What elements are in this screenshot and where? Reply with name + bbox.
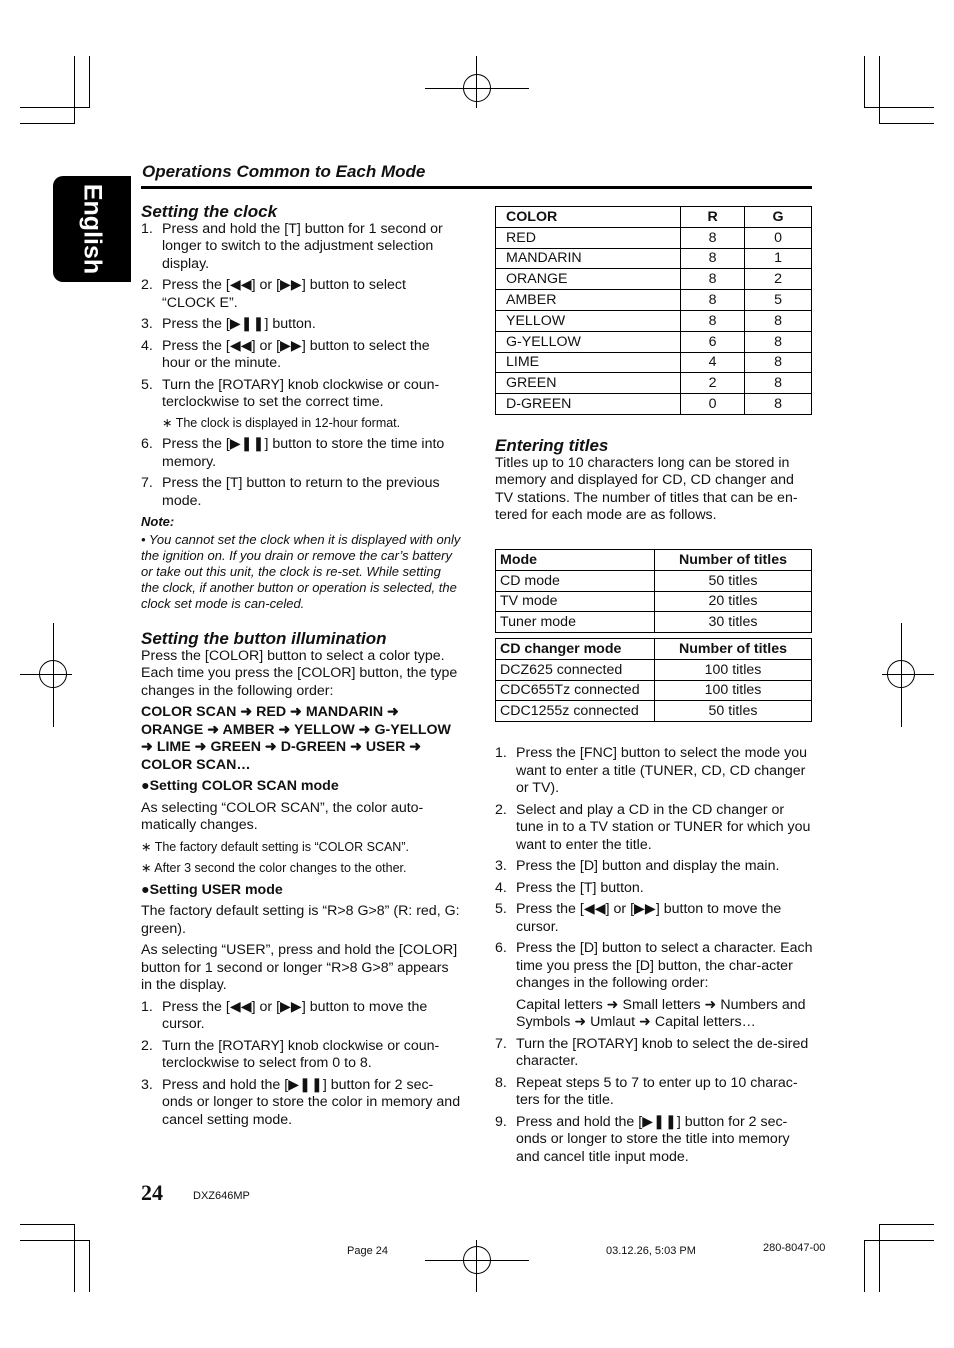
table-cell: 8	[745, 352, 812, 373]
titles-heading: Entering titles	[495, 436, 609, 455]
list-item: 4. Press the [◀◀] or [▶▶] button to select the hour or the minute.	[141, 337, 430, 371]
list-item	[495, 940, 813, 993]
table-header-row: CD changer mode Number of titles	[496, 639, 812, 660]
table-row	[496, 290, 812, 311]
list-item	[495, 1036, 813, 1071]
step-number: 9.	[495, 1113, 507, 1130]
color-order: COLOR SCAN ➜ RED ➜ MANDARIN ➜ ORANGE ➜ AMBER ➜ YELLOW ➜ G-YELLOW ➜ LIME ➜ GREEN ➜ D-GREEN ➜ USER ➜ COLOR SCAN…	[141, 704, 451, 773]
table-cell: G-YELLOW	[496, 331, 681, 352]
scan-heading: ●Setting COLOR SCAN mode	[141, 778, 339, 794]
table-cell: 8	[745, 394, 812, 415]
table-cell: 8	[681, 269, 745, 290]
table-cell: 8	[745, 331, 812, 352]
table-cell: 4	[681, 352, 745, 373]
crop-mark	[879, 1224, 880, 1292]
table-cell: 8	[745, 373, 812, 394]
user-text: The factory default setting is “R>8 G>8” (R: red, G: green).	[141, 903, 460, 937]
table-row	[496, 701, 812, 722]
table-row	[496, 248, 812, 269]
registration-mark	[901, 623, 902, 727]
table-cell: TV mode	[496, 591, 655, 612]
list-item	[495, 880, 813, 898]
table-cell: 1	[745, 248, 812, 269]
color-table	[495, 206, 812, 415]
step-number: 5.	[495, 901, 507, 917]
left-column	[141, 203, 461, 1133]
list-item: 3. Press and hold the [▶❚❚] button for 2 sec-onds or longer to store the color in memory and cancel setting mode.	[141, 1076, 461, 1128]
table-cell: Tuner mode	[496, 612, 655, 633]
document-code: 280-8047-00	[763, 1242, 826, 1254]
clock-format-note: ∗ The clock is displayed in 12-hour format.	[162, 415, 401, 430]
registration-mark	[476, 56, 477, 108]
table-cell: 30 titles	[655, 612, 812, 633]
user-steps	[141, 999, 461, 1130]
table-cell: DCZ625 connected	[496, 659, 655, 680]
titles-steps	[495, 745, 813, 1166]
step-text: Press the [D] button and display the main.	[516, 858, 780, 874]
crop-mark	[864, 107, 934, 108]
crop-mark	[879, 56, 880, 123]
titles-steps-column	[495, 745, 813, 1170]
step-number: 2.	[495, 801, 507, 818]
illumination-heading: Setting the button illumination	[141, 629, 387, 648]
registration-mark	[882, 674, 934, 675]
table-cell: 0	[745, 227, 812, 248]
step-text: Press the [FNC] button to select the mode you want to enter a title (TUNER, CD, CD changer or TV).	[516, 745, 807, 796]
section-title: Operations Common to Each Mode	[142, 162, 426, 181]
step-text: Press the [D] button to select a character. Each time you press the [D] button, the char-acter changes in the following order:	[516, 940, 813, 991]
timestamp: 03.12.26, 5:03 PM	[606, 1245, 696, 1257]
crop-mark	[74, 56, 75, 123]
step-number: 4.	[495, 879, 507, 896]
table-header-row: Mode Number of titles	[496, 550, 812, 571]
scan-note: ∗ After 3 second the color changes to the other.	[141, 861, 407, 875]
table-row	[496, 269, 812, 290]
language-tab	[53, 176, 131, 282]
step-number: 7.	[495, 1035, 507, 1052]
table-cell: AMBER	[496, 290, 681, 311]
table-row	[496, 612, 812, 633]
table-cell: ORANGE	[496, 269, 681, 290]
step-text: Press the [◀◀] or [▶▶] button to move the cursor.	[516, 901, 782, 935]
changer-table	[495, 638, 812, 722]
crop-mark	[879, 123, 934, 124]
user-text: As selecting “USER”, press and hold the [COLOR] button for 1 second or longer “R>8 G>8” appears in the display.	[141, 942, 458, 993]
list-item: 7. Press the [T] button to return to the previous mode.	[141, 475, 440, 509]
table-cell: 100 titles	[655, 659, 812, 680]
scan-text: As selecting “COLOR SCAN”, the color auto-matically changes.	[141, 799, 424, 833]
crop-mark	[20, 107, 90, 108]
table-cell: 8	[681, 290, 745, 311]
list-item	[495, 1075, 813, 1110]
table-cell: CD mode	[496, 570, 655, 591]
scan-note: ∗ The factory default setting is “COLOR SCAN”.	[141, 839, 409, 854]
table-row	[496, 394, 812, 415]
clock-steps	[141, 221, 461, 511]
list-item: 6. Press the [▶❚❚] button to store the time into memory.	[141, 436, 445, 470]
user-heading: ●Setting USER mode	[141, 881, 283, 898]
step-text: Press and hold the [▶❚❚] button for 2 sec-onds or longer to store the title into memory and cancel title input mode.	[516, 1113, 790, 1165]
crop-mark	[74, 1224, 75, 1292]
table-cell: RED	[496, 227, 681, 248]
table-row	[496, 331, 812, 352]
crop-mark	[879, 1224, 934, 1225]
list-item	[495, 858, 813, 876]
step-number: 6.	[495, 940, 507, 956]
list-item	[495, 802, 813, 855]
table-row	[496, 591, 812, 612]
list-item: 2. Press the [◀◀] or [▶▶] button to select “CLOCK E”.	[141, 277, 406, 311]
list-item	[495, 997, 813, 1032]
crop-mark	[20, 1224, 75, 1225]
clock-heading: Setting the clock	[141, 202, 278, 221]
registration-mark	[476, 1240, 477, 1292]
note-text: • You cannot set the clock when it is displayed with only the ignition on. If you drain or remove the car’s battery or take out this unit, the clock is re-set. While setting the clock, if another button or operation is selected, the clock set mode is can-celed.	[141, 532, 461, 611]
registration-mark	[53, 623, 54, 727]
table-row	[496, 310, 812, 331]
table-row	[496, 352, 812, 373]
registration-mark	[425, 1260, 529, 1261]
list-item: 1. Press and hold the [T] button for 1 second or longer to switch to the adjustment selection display.	[141, 220, 443, 272]
crop-mark	[89, 1240, 90, 1292]
step-text: Capital letters ➜ Small letters ➜ Numbers and Symbols ➜ Umlaut ➜ Capital letters…	[516, 996, 806, 1030]
table-cell: 8	[681, 248, 745, 269]
table-header-row: COLOR R G	[496, 207, 812, 228]
section-rule	[141, 186, 812, 189]
table-cell: 2	[681, 373, 745, 394]
crop-mark	[864, 1240, 934, 1241]
crop-mark	[20, 123, 75, 124]
table-cell: 2	[745, 269, 812, 290]
model-number: DXZ646MP	[193, 1190, 250, 1202]
registration-mark	[425, 88, 529, 89]
table-cell: LIME	[496, 352, 681, 373]
step-number: 3.	[495, 858, 507, 874]
table-cell: 8	[681, 310, 745, 331]
list-item: 2. Turn the [ROTARY] knob clockwise or coun-terclockwise to select from 0 to 8.	[141, 1037, 440, 1071]
list-item	[495, 745, 813, 798]
list-item: 3. Press the [▶❚❚] button.	[141, 316, 316, 332]
table-cell: GREEN	[496, 373, 681, 394]
list-item: 5. Turn the [ROTARY] knob clockwise or coun-terclockwise to set the correct time. ∗ The clock is displayed in 12-hour format.	[141, 377, 461, 433]
table-cell: 50 titles	[655, 701, 812, 722]
table-row	[496, 570, 812, 591]
table-row	[496, 659, 812, 680]
crop-mark	[20, 1240, 90, 1241]
list-item	[495, 1114, 813, 1167]
page-number: 24	[141, 1180, 163, 1205]
table-cell: 20 titles	[655, 591, 812, 612]
step-text: Select and play a CD in the CD changer or tune in to a TV station or TUNER for which you want to enter the title.	[516, 801, 811, 853]
registration-mark	[20, 674, 72, 675]
mode-table	[495, 549, 812, 633]
table-cell: 8	[681, 227, 745, 248]
table-cell: 5	[745, 290, 812, 311]
table-cell: 100 titles	[655, 680, 812, 701]
step-text: Repeat steps 5 to 7 to enter up to 10 charac-ters for the title.	[516, 1074, 798, 1108]
list-item	[495, 901, 813, 936]
table-cell: D-GREEN	[496, 394, 681, 415]
titles-intro: Titles up to 10 characters long can be stored in memory and displayed for CD, CD changer and TV stations. The number of titles that can be en-tered for each mode are as follows.	[495, 454, 798, 523]
table-cell: CDC655Tz connected	[496, 680, 655, 701]
language-tab-label: English	[78, 183, 107, 275]
table-row	[496, 373, 812, 394]
page-label: Page 24	[347, 1245, 388, 1257]
table-cell: 6	[681, 331, 745, 352]
table-cell: CDC1255z connected	[496, 701, 655, 722]
table-cell: 8	[745, 310, 812, 331]
step-number: 1.	[495, 745, 507, 761]
table-cell: MANDARIN	[496, 248, 681, 269]
table-cell: 50 titles	[655, 570, 812, 591]
crop-mark	[89, 56, 90, 108]
table-cell: YELLOW	[496, 310, 681, 331]
step-text: Press the [T] button.	[516, 879, 644, 896]
list-item: 1. Press the [◀◀] or [▶▶] button to move the cursor.	[141, 998, 428, 1032]
table-row	[496, 680, 812, 701]
crop-mark	[864, 1240, 865, 1292]
step-text: Turn the [ROTARY] knob to select the de-sired character.	[516, 1035, 809, 1069]
table-cell: 0	[681, 394, 745, 415]
note-label: Note:	[141, 514, 175, 529]
crop-mark	[864, 56, 865, 108]
right-column	[495, 437, 813, 529]
step-number: 8.	[495, 1074, 507, 1091]
illumination-intro: Press the [COLOR] button to select a color type. Each time you press the [COLOR] button, the type changes in the following order:	[141, 647, 458, 699]
table-row	[496, 227, 812, 248]
